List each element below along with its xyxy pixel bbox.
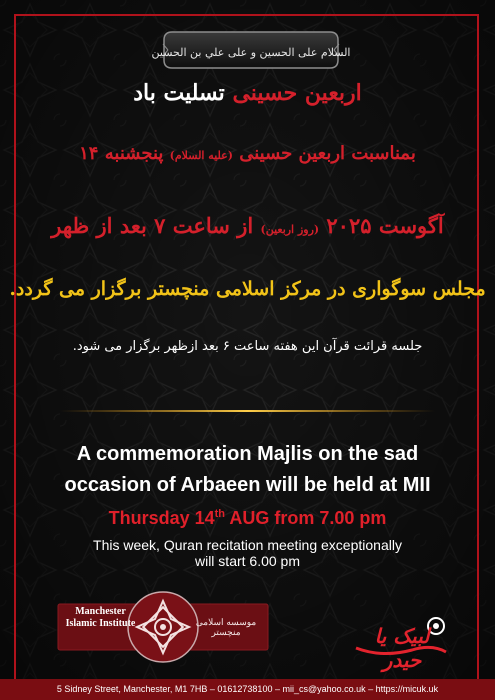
persian-venue-line: مجلس سوگواری در مرکز اسلامی منچستر برگزار می گردد. bbox=[9, 278, 486, 300]
english-heading-line-2: occasion of Arbaeen will be held at MII bbox=[64, 474, 431, 496]
title-red-text: اربعین حسینی bbox=[232, 80, 362, 106]
logo-english-name bbox=[58, 606, 143, 630]
english-heading-line-1: A commemoration Majlis on the sad bbox=[76, 443, 419, 465]
date-rest: AUG from 7.00 pm bbox=[225, 508, 387, 528]
time-text: از ساعت ۷ بعد از ظهر bbox=[51, 213, 254, 238]
calligraphy-plaque bbox=[151, 28, 351, 72]
arbaeen-condolence-title bbox=[0, 80, 495, 106]
occasion-day: پنجشنبه ۱۴ bbox=[79, 143, 164, 164]
persian-quran-line: جلسه قرائت قرآن این هفته ساعت ۶ بعد ازظهر برگزار می شود. bbox=[72, 339, 423, 354]
occasion-paren: (علیه السلام) bbox=[169, 149, 233, 162]
logo-persian-name: موسسه اسلامی منچستر bbox=[195, 618, 257, 638]
footer-contact-text: 5 Sidney Street, Manchester, M1 7HB – 01612738100 – mii_cs@yahoo.co.uk – https://micuk.uk bbox=[56, 684, 439, 694]
date-day: Thursday 14 bbox=[108, 508, 215, 528]
persian-date-time-line bbox=[0, 213, 495, 238]
logo-name-line-1: Manchester bbox=[75, 606, 126, 617]
date-paren: (روز اربعین) bbox=[260, 223, 320, 236]
title-white-text: تسلیت باد bbox=[133, 80, 225, 106]
gold-divider bbox=[60, 407, 435, 415]
occasion-text: بمناسبت اربعین حسینی bbox=[239, 143, 416, 164]
english-date-line bbox=[0, 508, 495, 529]
logo-name-line-2: Islamic Institute bbox=[65, 618, 136, 629]
date-text: آگوست ۲۰۲۵ bbox=[326, 213, 444, 238]
english-note-line-1: This week, Quran recitation meeting exceptionally bbox=[93, 537, 402, 553]
persian-occasion-line bbox=[0, 143, 495, 164]
calligraphy-text: السلام على الحسين و على علي بن الحسين bbox=[151, 46, 351, 59]
english-note-line-2: will start 6.00 pm bbox=[194, 553, 301, 569]
date-suffix: th bbox=[214, 508, 226, 520]
brand-mark-text: لبیک یا حیدر bbox=[374, 624, 430, 672]
